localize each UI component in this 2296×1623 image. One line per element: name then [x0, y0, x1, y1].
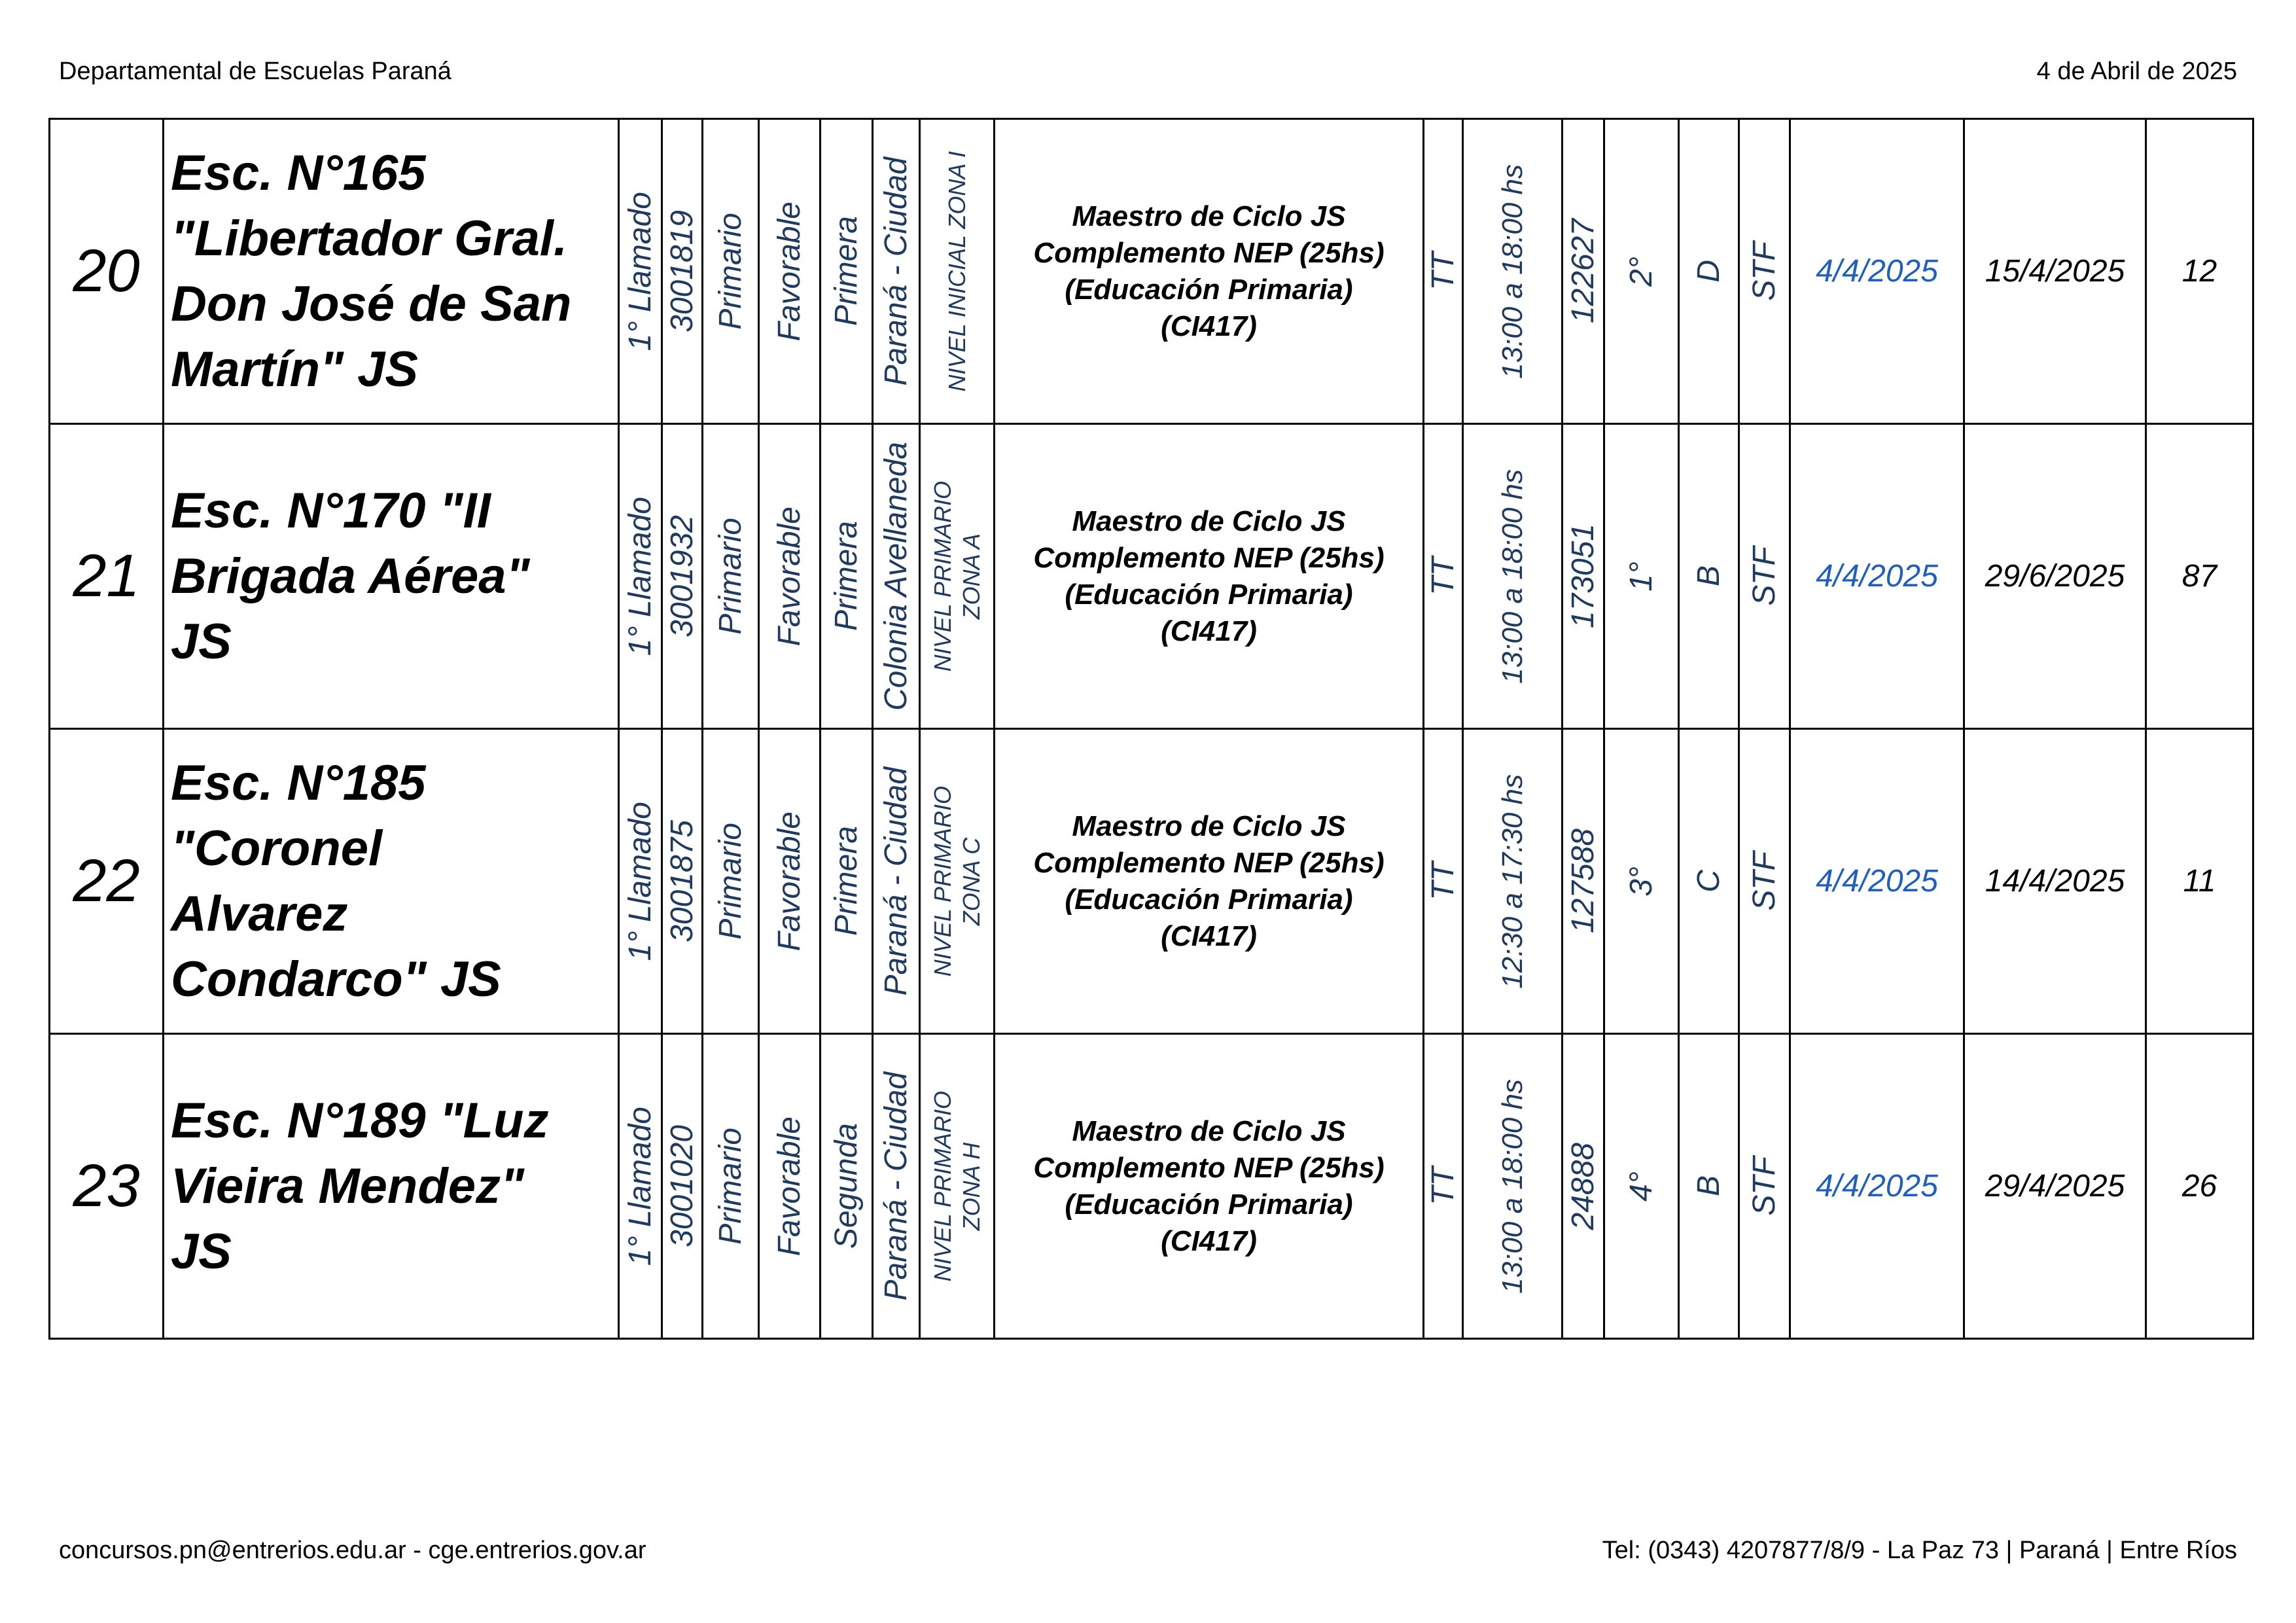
school-name-line: Martín" JS [171, 341, 419, 397]
row-number: 21 [73, 543, 140, 609]
categoria-text: Segunda [828, 1123, 864, 1249]
llamado-cell [619, 119, 662, 424]
position-line: (CI417) [1161, 1224, 1257, 1257]
level-cell [703, 119, 759, 424]
llamado-text: 1° Llamado [622, 191, 658, 351]
llamado-cell [619, 424, 662, 729]
grade-cell [1604, 1034, 1679, 1339]
position-line: Complemento NEP (25hs) [1033, 541, 1385, 574]
shift-cell [1424, 1034, 1463, 1339]
id-text: 122627 [1565, 219, 1600, 324]
id-text: 24888 [1565, 1142, 1600, 1230]
row-number: 20 [73, 238, 140, 304]
grado-text: 2° [1623, 256, 1659, 287]
category-cell [821, 119, 873, 424]
grade-cell [1604, 424, 1679, 729]
start-date-cell [1790, 424, 1964, 729]
table-row [50, 119, 2253, 424]
seccion-text: C [1691, 870, 1726, 893]
school-cell [164, 119, 619, 424]
horario-text: 13:00 a 18:00 hs [1496, 469, 1528, 684]
position-line: (Educación Primaria) [1065, 1188, 1353, 1221]
localidad-text: Paraná - Ciudad [878, 1071, 913, 1301]
start-date-cell [1790, 729, 1964, 1034]
number-cell [50, 729, 164, 1034]
position-line: Maestro de Ciclo JS [1072, 200, 1346, 232]
localidad-text: Paraná - Ciudad [878, 156, 913, 386]
position-line: (Educación Primaria) [1065, 883, 1353, 916]
days-count: 11 [2183, 864, 2216, 899]
school-name-line: JS [171, 1223, 232, 1279]
locality-cell [873, 119, 920, 424]
start-date: 4/4/2025 [1816, 864, 1938, 899]
end-date-cell [1964, 729, 2146, 1034]
status-cell [1739, 1034, 1790, 1339]
category-cell [821, 424, 873, 729]
code-cell [662, 424, 703, 729]
code-text: 3001932 [664, 515, 699, 637]
nivel-text: Primario [713, 518, 748, 635]
position-line: Maestro de Ciclo JS [1072, 1115, 1346, 1147]
position-line: (Educación Primaria) [1065, 273, 1353, 306]
days-count: 87 [2181, 559, 2217, 594]
id-text: 127588 [1565, 829, 1600, 934]
zona-text: Favorable [771, 811, 807, 952]
end-date: 15/4/2025 [1985, 254, 2125, 289]
llamado-cell [619, 729, 662, 1034]
position-description [995, 1113, 1422, 1260]
school-name-line: Brigada Aérea" [171, 548, 530, 604]
table-body [50, 119, 2253, 1339]
zone-cell [759, 729, 821, 1034]
zona-text: Favorable [771, 506, 807, 647]
school-cell [164, 1034, 619, 1339]
situacion-text: STF [1746, 241, 1782, 301]
situacion-text: STF [1746, 851, 1782, 911]
schedule-cell [1463, 424, 1563, 729]
school-name-line: JS [171, 613, 232, 669]
zona-text: Favorable [771, 1116, 807, 1257]
position-line: (CI417) [1161, 919, 1257, 952]
start-date: 4/4/2025 [1816, 1169, 1938, 1204]
grado-text: 3° [1623, 866, 1659, 897]
days-cell [2146, 729, 2253, 1034]
situacion-text: STF [1746, 546, 1782, 606]
school-name-line: Vieira Mendez" [171, 1158, 525, 1214]
start-date: 4/4/2025 [1816, 254, 1938, 289]
id-cell [1563, 424, 1604, 729]
llamado-cell [619, 1034, 662, 1339]
code-cell [662, 119, 703, 424]
level-cell [703, 424, 759, 729]
nivel-text: Primario [713, 213, 748, 330]
grado-text: 4° [1623, 1171, 1659, 1202]
shift-cell [1424, 424, 1463, 729]
supervision-line: NIVEL PRIMARIO [928, 1090, 956, 1282]
supervision-cell [920, 1034, 995, 1339]
header-date: 4 de Abril de 2025 [2036, 58, 2237, 85]
supervision-line: NIVEL PRIMARIO [928, 785, 956, 977]
id-cell [1563, 119, 1604, 424]
footer-contact-email: concursos.pn@entrerios.edu.ar - cge.entrerios.gov.ar [59, 1537, 646, 1564]
supervision-text [928, 786, 986, 976]
locality-cell [873, 1034, 920, 1339]
turno-text: TT [1425, 862, 1460, 901]
turno-text: TT [1425, 1167, 1460, 1205]
position-line: Complemento NEP (25hs) [1033, 846, 1385, 879]
number-cell [50, 1034, 164, 1339]
llamado-text: 1° Llamado [622, 1106, 658, 1266]
locality-cell [873, 424, 920, 729]
section-cell [1679, 729, 1739, 1034]
row-number: 23 [73, 1152, 140, 1219]
horario-text: 13:00 a 18:00 hs [1496, 164, 1528, 379]
school-name-line: Alvarez [171, 885, 348, 942]
situacion-text: STF [1746, 1156, 1782, 1216]
categoria-text: Primera [828, 826, 864, 936]
llamado-text: 1° Llamado [622, 801, 658, 961]
id-cell [1563, 729, 1604, 1034]
position-cell [995, 1034, 1424, 1339]
school-name-line: "Coronel [171, 820, 383, 876]
position-line: (CI417) [1161, 310, 1257, 342]
days-cell [2146, 1034, 2253, 1339]
nivel-text: Primario [713, 1128, 748, 1245]
zone-cell [759, 1034, 821, 1339]
school-name-line: "Libertador Gral. [171, 210, 568, 266]
schedule-cell [1463, 119, 1563, 424]
end-date: 29/6/2025 [1985, 559, 2125, 594]
status-cell [1739, 424, 1790, 729]
code-cell [662, 729, 703, 1034]
code-cell [662, 1034, 703, 1339]
supervision-cell [920, 119, 995, 424]
days-count: 12 [2181, 254, 2217, 289]
end-date-cell [1964, 1034, 2146, 1339]
number-cell [50, 424, 164, 729]
school-name-line: Esc. N°189 "Luz [171, 1092, 549, 1149]
position-description [995, 198, 1422, 345]
vacancies-table [48, 118, 2254, 1340]
seccion-text: B [1691, 565, 1726, 587]
number-cell [50, 119, 164, 424]
start-date: 4/4/2025 [1816, 559, 1938, 594]
header-institution: Departamental de Escuelas Paraná [59, 58, 451, 85]
status-cell [1739, 729, 1790, 1034]
categoria-text: Primera [828, 521, 864, 632]
locality-cell [873, 729, 920, 1034]
end-date-cell [1964, 119, 2146, 424]
seccion-text: B [1691, 1175, 1726, 1197]
table-row [50, 424, 2253, 729]
position-description [995, 503, 1422, 650]
position-line: Maestro de Ciclo JS [1072, 810, 1346, 842]
position-line: (CI417) [1161, 615, 1257, 647]
supervision-line: NIVEL INICIAL ZONA I [943, 151, 970, 392]
position-line: Maestro de Ciclo JS [1072, 505, 1346, 537]
days-cell [2146, 119, 2253, 424]
grade-cell [1604, 729, 1679, 1034]
school-name-line: Esc. N°170 "II [171, 482, 491, 539]
category-cell [821, 729, 873, 1034]
localidad-text: Paraná - Ciudad [878, 766, 913, 996]
schedule-cell [1463, 729, 1563, 1034]
id-text: 173051 [1565, 524, 1600, 629]
section-cell [1679, 119, 1739, 424]
supervision-cell [920, 729, 995, 1034]
level-cell [703, 1034, 759, 1339]
localidad-text: Colonia Avellaneda [878, 442, 913, 711]
grade-cell [1604, 119, 1679, 424]
llamado-text: 1° Llamado [622, 496, 658, 656]
school-name-line: Condarco" JS [171, 951, 501, 1007]
table-row [50, 729, 2253, 1034]
code-text: 3001875 [664, 820, 699, 942]
turno-text: TT [1425, 557, 1460, 596]
section-cell [1679, 424, 1739, 729]
id-cell [1563, 1034, 1604, 1339]
end-date: 29/4/2025 [1985, 1169, 2125, 1204]
position-description [995, 808, 1422, 955]
category-cell [821, 1034, 873, 1339]
status-cell [1739, 119, 1790, 424]
categoria-text: Primera [828, 216, 864, 327]
start-date-cell [1790, 1034, 1964, 1339]
position-line: Complemento NEP (25hs) [1033, 1151, 1385, 1184]
start-date-cell [1790, 119, 1964, 424]
grado-text: 1° [1623, 561, 1659, 592]
days-cell [2146, 424, 2253, 729]
school-cell [164, 729, 619, 1034]
shift-cell [1424, 729, 1463, 1034]
school-cell [164, 424, 619, 729]
level-cell [703, 729, 759, 1034]
table-row [50, 1034, 2253, 1339]
supervision-cell [920, 424, 995, 729]
schedule-cell [1463, 1034, 1563, 1339]
zone-cell [759, 424, 821, 729]
zona-text: Favorable [771, 201, 807, 342]
horario-text: 12:30 a 17:30 hs [1496, 774, 1528, 989]
zone-cell [759, 119, 821, 424]
school-name-line: Esc. N°165 [171, 145, 426, 201]
supervision-text [943, 151, 972, 391]
position-cell [995, 424, 1424, 729]
horario-text: 13:00 a 18:00 hs [1496, 1079, 1528, 1294]
end-date-cell [1964, 424, 2146, 729]
nivel-text: Primario [713, 823, 748, 940]
turno-text: TT [1425, 252, 1460, 291]
position-line: (Educación Primaria) [1065, 578, 1353, 611]
supervision-line: ZONA H [957, 1142, 985, 1230]
supervision-text [928, 481, 986, 671]
position-line: Complemento NEP (25hs) [1033, 236, 1385, 269]
days-count: 26 [2181, 1169, 2217, 1204]
supervision-line: ZONA A [957, 533, 985, 620]
seccion-text: D [1691, 260, 1726, 283]
section-cell [1679, 1034, 1739, 1339]
supervision-line: NIVEL PRIMARIO [928, 480, 956, 672]
row-number: 22 [73, 847, 140, 914]
footer-contact-address: Tel: (0343) 4207877/8/9 - La Paz 73 | Paraná | Entre Ríos [1602, 1537, 2237, 1564]
code-text: 3001819 [664, 210, 699, 332]
position-cell [995, 119, 1424, 424]
shift-cell [1424, 119, 1463, 424]
school-name-line: Don José de San [171, 276, 572, 332]
supervision-line: ZONA C [957, 837, 985, 925]
position-cell [995, 729, 1424, 1034]
code-text: 3001020 [664, 1125, 699, 1247]
supervision-text [928, 1091, 986, 1281]
end-date: 14/4/2025 [1985, 864, 2125, 899]
school-name-line: Esc. N°185 [171, 755, 426, 811]
